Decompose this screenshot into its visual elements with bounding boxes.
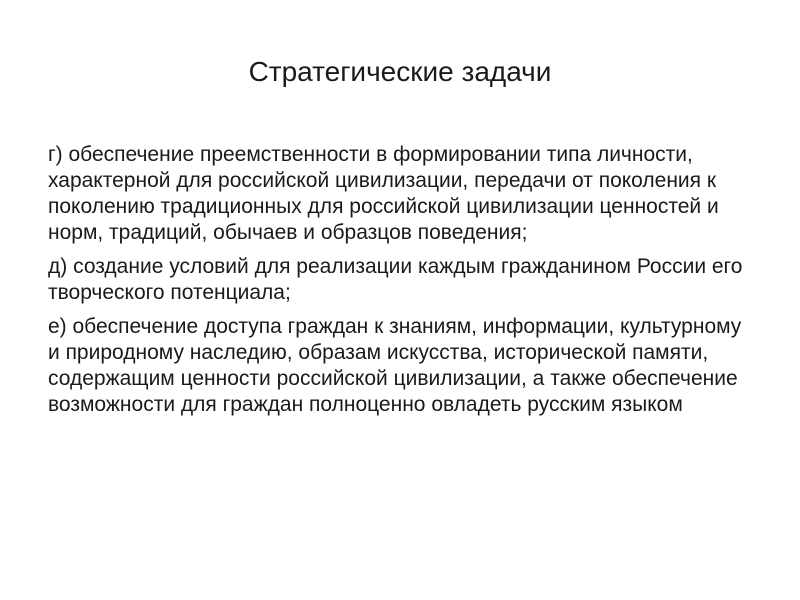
paragraph-g: г) обеспечение преемственности в формировании типа личности, характерной для российской цивилизации, передачи от поколения к поколению традиционных для российской цивилизации ценностей и норм, традиций, обычаев и образцов поведения; [48, 143, 719, 244]
paragraph-d: д) создание условий для реализации каждым гражданином России его творческого потенциала; [48, 255, 743, 304]
paragraph-e: е) обеспечение доступа граждан к знаниям, информации, культурному и природному наследию, образам искусства, исторической памяти, содержащим ценности российской цивилизации, а также обеспечение возможности для граждан полноценно овладеть русским языком [48, 315, 742, 416]
slide-title: Стратегические задачи [248, 56, 552, 87]
slide-body [48, 142, 758, 426]
